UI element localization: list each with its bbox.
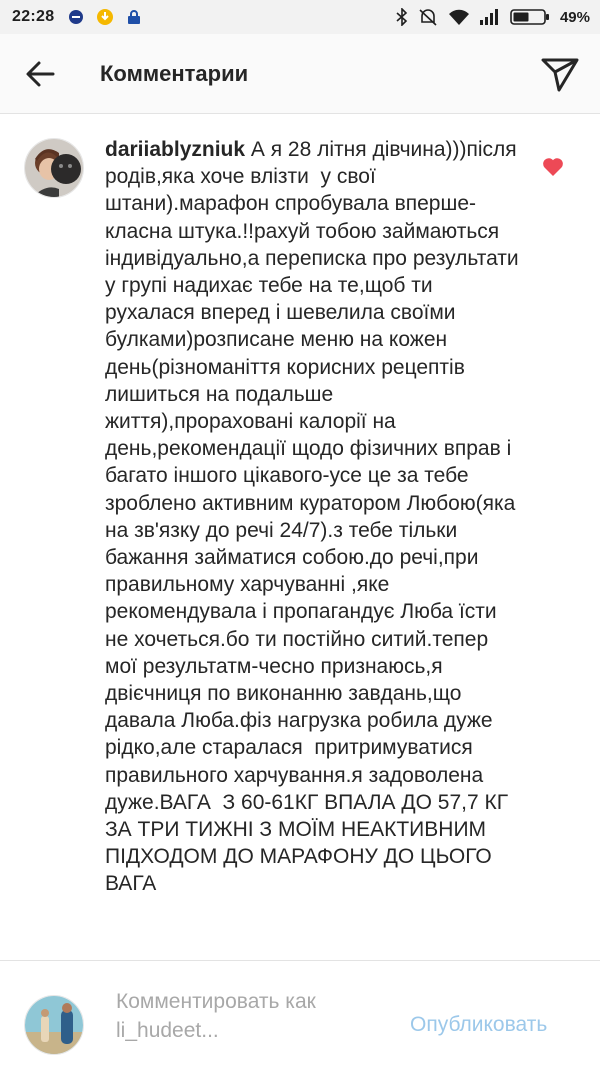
page-title: Комментарии xyxy=(100,60,249,86)
mute-icon xyxy=(418,8,438,26)
comment-item xyxy=(0,114,600,960)
comment-text: А я 28 літня дівчина)))після родів,яка хоче влізти у свої штани).марафон спробувала вперше-класна штука.!!рахуй тобою займаються індивідуально,а переписка про результати у групі надихає тебе на те,щоб ти рухалася вперед і шевелила своїми булками)розписане меню на кожен день(різноманіття корисних рецептів лишиться на подальше життя),прораховані калорії на день,рекомендації щодо фізичних вправ і багато іншого цікавого-усе це за тебе зроблено активним куратором Любою(яка на зв'язку до речі 24/7).з тебе тільки бажання займатися собою.до речі,при правильному харчуванні ,яке рекомендувала і пропагандує Люба їсти не хочеться.бо ти постійно ситий.тепер мої результатм-чесно признаюсь,я двієчниця по виконанню завдань,що давала Люба.фіз нагрузка робила дуже рідко,але старалася притримуватися правильного харчування.я задоволена дуже.ВАГА З 60-61КГ ВПАЛА ДО 57,7 КГ ЗА ТРИ ТИЖНІ З МОЇМ НЕАКТИВНИМ ПІДХОДОМ ДО МАРАФОНУ ДО ЦЬОГО ВАГА xyxy=(105,138,525,896)
avatar xyxy=(24,995,84,1055)
avatar[interactable] xyxy=(24,138,84,198)
app-bar xyxy=(0,34,600,114)
heart-filled-icon xyxy=(542,157,564,177)
battery-percent: 49% xyxy=(559,8,590,26)
send-icon xyxy=(541,56,579,92)
like-button[interactable] xyxy=(540,154,566,180)
status-right-icons xyxy=(396,8,590,26)
status-bar xyxy=(0,0,600,34)
notification-dot-icon xyxy=(68,9,84,25)
vpn-key-icon xyxy=(96,8,114,26)
post-button[interactable]: Опубликовать xyxy=(410,1013,548,1036)
lock-app-icon xyxy=(126,9,142,25)
own-avatar-icon xyxy=(25,996,84,1055)
status-left-icons xyxy=(68,8,142,26)
status-time: 22:28 xyxy=(12,8,55,25)
comment-username[interactable]: dariiablyzniuk xyxy=(105,138,246,161)
comment-input-placeholder-account: li_hudeet... xyxy=(116,1019,219,1042)
wifi-icon xyxy=(448,9,470,25)
share-button[interactable] xyxy=(520,34,600,114)
user-avatar-icon xyxy=(25,139,84,198)
comment-body xyxy=(105,136,523,898)
comment-composer xyxy=(0,960,600,1066)
signal-icon xyxy=(480,9,500,25)
back-button[interactable] xyxy=(0,34,80,114)
bluetooth-icon xyxy=(396,8,408,26)
comment-input-placeholder: Комментировать как xyxy=(116,990,316,1013)
battery-icon xyxy=(510,8,550,26)
back-arrow-icon xyxy=(24,58,56,90)
comment-input[interactable] xyxy=(116,987,386,1047)
